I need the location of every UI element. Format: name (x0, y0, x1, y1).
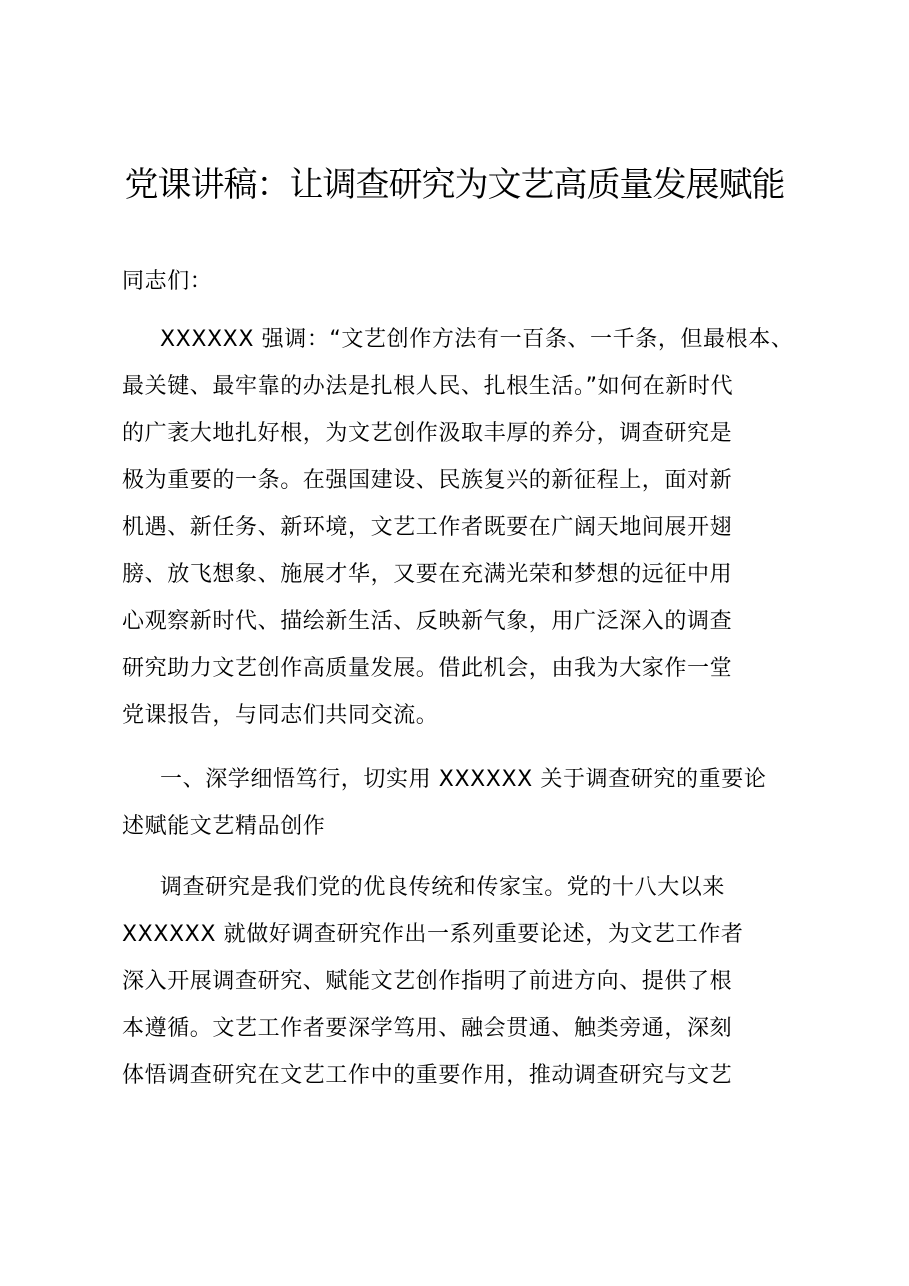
section-heading-1 (122, 756, 822, 850)
paragraph-line: 调查研究是我们党的优良传统和传家宝。党的十八大以来 (160, 875, 726, 900)
paragraph-line: 膀、放飞想象、施展才华，又要在充满光荣和梦想的远征中用 (122, 562, 733, 587)
paragraph-line: 研究助力文艺创作高质量发展。借此机会，由我为大家作一堂 (122, 656, 733, 681)
document-title: 党课讲稿：让调查研究为文艺高质量发展赋能 (124, 165, 785, 205)
greeting (122, 258, 822, 305)
paragraph-line: 党课报告，与同志们共同交流。 (122, 703, 439, 728)
heading-line: 述赋能文艺精品创作 (122, 814, 326, 839)
paragraph-line: XXXXXX 就做好调查研究作出一系列重要论述，为文艺工作者 (122, 922, 744, 947)
paragraph-line: 机遇、新任务、新环境，文艺工作者既要在广阔天地间展开翅 (122, 515, 733, 540)
paragraph-line: 最关键、最牢靠的办法是扎根人民、扎根生活。”如何在新时代 (122, 374, 734, 399)
paragraph-line: 体悟调查研究在文艺工作中的重要作用，推动调查研究与文艺 (122, 1063, 733, 1088)
heading-line: 一、深学细悟笃行，切实用 XXXXXX 关于调查研究的重要论 (160, 767, 767, 792)
paragraph-1 (122, 316, 822, 739)
paragraph-line: 心观察新时代、描绘新生活、反映新气象，用广泛深入的调查 (122, 609, 733, 634)
paragraph-line: 本遵循。文艺工作者要深学笃用、融会贯通、触类旁通，深刻 (122, 1016, 733, 1041)
paragraph-line: XXXXXX 强调：“文艺创作方法有一百条、一千条，但最根本、 (160, 327, 794, 352)
paragraph-line: 深入开展调查研究、赋能文艺创作指明了前进方向、提供了根 (122, 969, 733, 994)
greeting-line: 同志们： (122, 269, 213, 294)
paragraph-line: 的广袤大地扎好根，为文艺创作汲取丰厚的养分，调查研究是 (122, 421, 733, 446)
paragraph-line: 极为重要的一条。在强国建设、民族复兴的新征程上，面对新 (122, 468, 733, 493)
paragraph-2 (122, 864, 822, 1099)
